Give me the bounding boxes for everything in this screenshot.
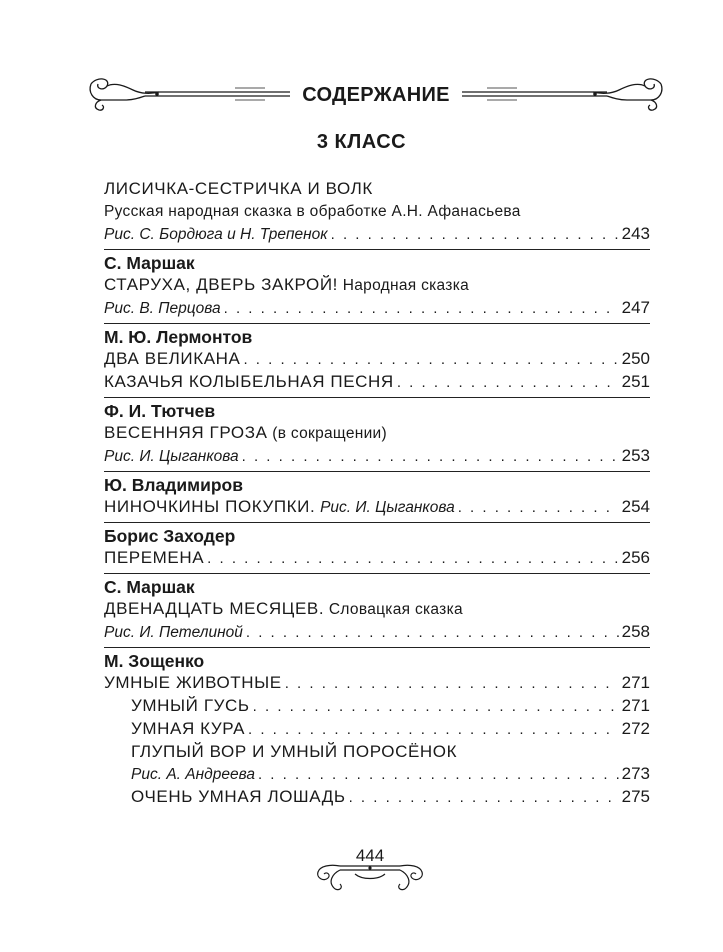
toc-line xyxy=(104,274,650,297)
illustrator-credit: Рис. И. Цыганкова xyxy=(104,448,239,465)
toc-line xyxy=(104,741,650,763)
entry-title: ДВЕНАДЦАТЬ МЕСЯЦЕВ. xyxy=(104,599,325,618)
page-ref: 247 xyxy=(621,298,650,317)
entry-note: Народная сказка xyxy=(342,277,470,294)
dot-leader xyxy=(258,764,619,786)
entry-label xyxy=(104,297,221,320)
toc-line xyxy=(104,598,650,621)
toc-entry xyxy=(104,371,650,394)
toc-entry xyxy=(104,621,650,644)
toc-entry xyxy=(104,672,650,695)
entry-title: УМНЫЙ ГУСЬ xyxy=(131,696,250,715)
toc-group xyxy=(104,249,650,323)
toc-entry xyxy=(104,695,650,718)
page-ref: 251 xyxy=(621,372,650,391)
entry-label xyxy=(131,763,255,786)
author-name: М. Зощенко xyxy=(104,651,205,671)
dot-leader xyxy=(207,548,618,570)
toc-entry xyxy=(104,445,650,468)
illustrator-credit: Рис. А. Андреева xyxy=(131,766,255,783)
page-ref: 250 xyxy=(621,349,650,368)
entry-label xyxy=(104,371,394,393)
entry-label xyxy=(104,348,240,370)
entry-title: ПЕРЕМЕНА xyxy=(104,548,205,567)
dot-leader xyxy=(248,719,619,741)
entry-title: ДВА ВЕЛИКАНА xyxy=(104,349,241,368)
entry-label xyxy=(131,786,346,808)
page-ref: 273 xyxy=(621,764,650,783)
toc-entry xyxy=(104,223,650,246)
page-ref: 253 xyxy=(621,446,650,465)
entry-label xyxy=(104,621,243,644)
dot-leader xyxy=(243,349,618,371)
page-ref: 254 xyxy=(621,497,650,516)
author-name: Ф. И. Тютчев xyxy=(104,401,216,421)
page-number: 444 xyxy=(355,846,385,865)
dot-leader xyxy=(397,372,619,394)
dot-leader xyxy=(242,446,619,468)
entry-label xyxy=(104,445,239,468)
entry-label xyxy=(104,672,282,694)
dot-leader xyxy=(253,696,619,718)
entry-note: (в сокращении) xyxy=(272,425,387,442)
page-ref: 271 xyxy=(621,696,650,715)
entry-note: Словацкая сказка xyxy=(328,601,463,618)
page-ref: 258 xyxy=(621,622,650,641)
entry-title: ВЕСЕННЯЯ ГРОЗА xyxy=(104,423,268,442)
toc-group xyxy=(104,397,650,471)
toc-group xyxy=(104,176,650,249)
page-ref: 275 xyxy=(621,787,650,806)
toc-entry xyxy=(104,348,650,371)
entry-title: ЛИСИЧКА-СЕСТРИЧКА И ВОЛК xyxy=(104,179,373,198)
author-name: М. Ю. Лермонтов xyxy=(104,327,253,347)
toc-entry xyxy=(104,297,650,320)
table-of-contents xyxy=(104,176,650,812)
toc-group xyxy=(104,471,650,522)
illustrator-credit: Рис. И. Петелиной xyxy=(104,624,243,641)
entry-title: УМНЫЕ ЖИВОТНЫЕ xyxy=(104,673,282,692)
illustrator-credit: Рис. И. Цыганкова xyxy=(320,499,455,516)
dot-leader xyxy=(246,622,619,644)
toc-entry xyxy=(104,496,650,519)
section-title: 3 КЛАСС xyxy=(316,131,407,153)
page-ref: 272 xyxy=(621,719,650,738)
toc-entry xyxy=(104,786,650,809)
entry-title: НИНОЧКИНЫ ПОКУПКИ. xyxy=(104,497,316,516)
toc-line xyxy=(104,422,650,445)
author-name: С. Маршак xyxy=(104,577,195,597)
dot-leader xyxy=(285,673,619,695)
toc-group xyxy=(104,647,650,812)
entry-label xyxy=(131,718,245,740)
toc-group xyxy=(104,323,650,397)
entry-title: СТАРУХА, ДВЕРЬ ЗАКРОЙ! xyxy=(104,275,339,294)
page-title: СОДЕРЖАНИЕ xyxy=(85,84,667,107)
page-ref: 256 xyxy=(621,548,650,567)
toc-group xyxy=(104,573,650,647)
entry-title: ГЛУПЫЙ ВОР И УМНЫЙ ПОРОСЁНОК xyxy=(131,742,458,761)
dot-leader xyxy=(224,298,619,320)
entry-label xyxy=(104,223,328,246)
toc-entry xyxy=(104,763,650,786)
page-header xyxy=(85,72,667,116)
entry-title: ОЧЕНЬ УМНАЯ ЛОШАДЬ xyxy=(131,787,346,806)
author-name: Борис Заходер xyxy=(104,526,236,546)
toc-line xyxy=(104,178,650,200)
page-ref: 271 xyxy=(621,673,650,692)
entry-title: УМНАЯ КУРА xyxy=(131,719,246,738)
entry-label xyxy=(104,496,455,519)
illustrator-credit: Рис. В. Перцова xyxy=(104,300,221,317)
toc-entry xyxy=(104,718,650,741)
author-name: С. Маршак xyxy=(104,253,195,273)
toc-entry xyxy=(104,547,650,570)
dot-leader xyxy=(349,787,619,809)
dot-leader xyxy=(458,497,619,519)
page-ref: 243 xyxy=(621,224,650,243)
illustrator-credit: Рис. С. Бордюга и Н. Трепенок xyxy=(104,226,328,243)
entry-label xyxy=(104,547,204,569)
entry-title: КАЗАЧЬЯ КОЛЫБЕЛЬНАЯ ПЕСНЯ xyxy=(104,372,394,391)
dot-leader xyxy=(331,224,619,246)
author-name: Ю. Владимиров xyxy=(104,475,243,495)
entry-subtitle: Русская народная сказка в обработке А.Н. Афанасьева xyxy=(104,203,521,220)
toc-group xyxy=(104,522,650,573)
toc-line xyxy=(104,200,650,223)
entry-label xyxy=(131,695,250,717)
page-footer xyxy=(310,842,430,902)
